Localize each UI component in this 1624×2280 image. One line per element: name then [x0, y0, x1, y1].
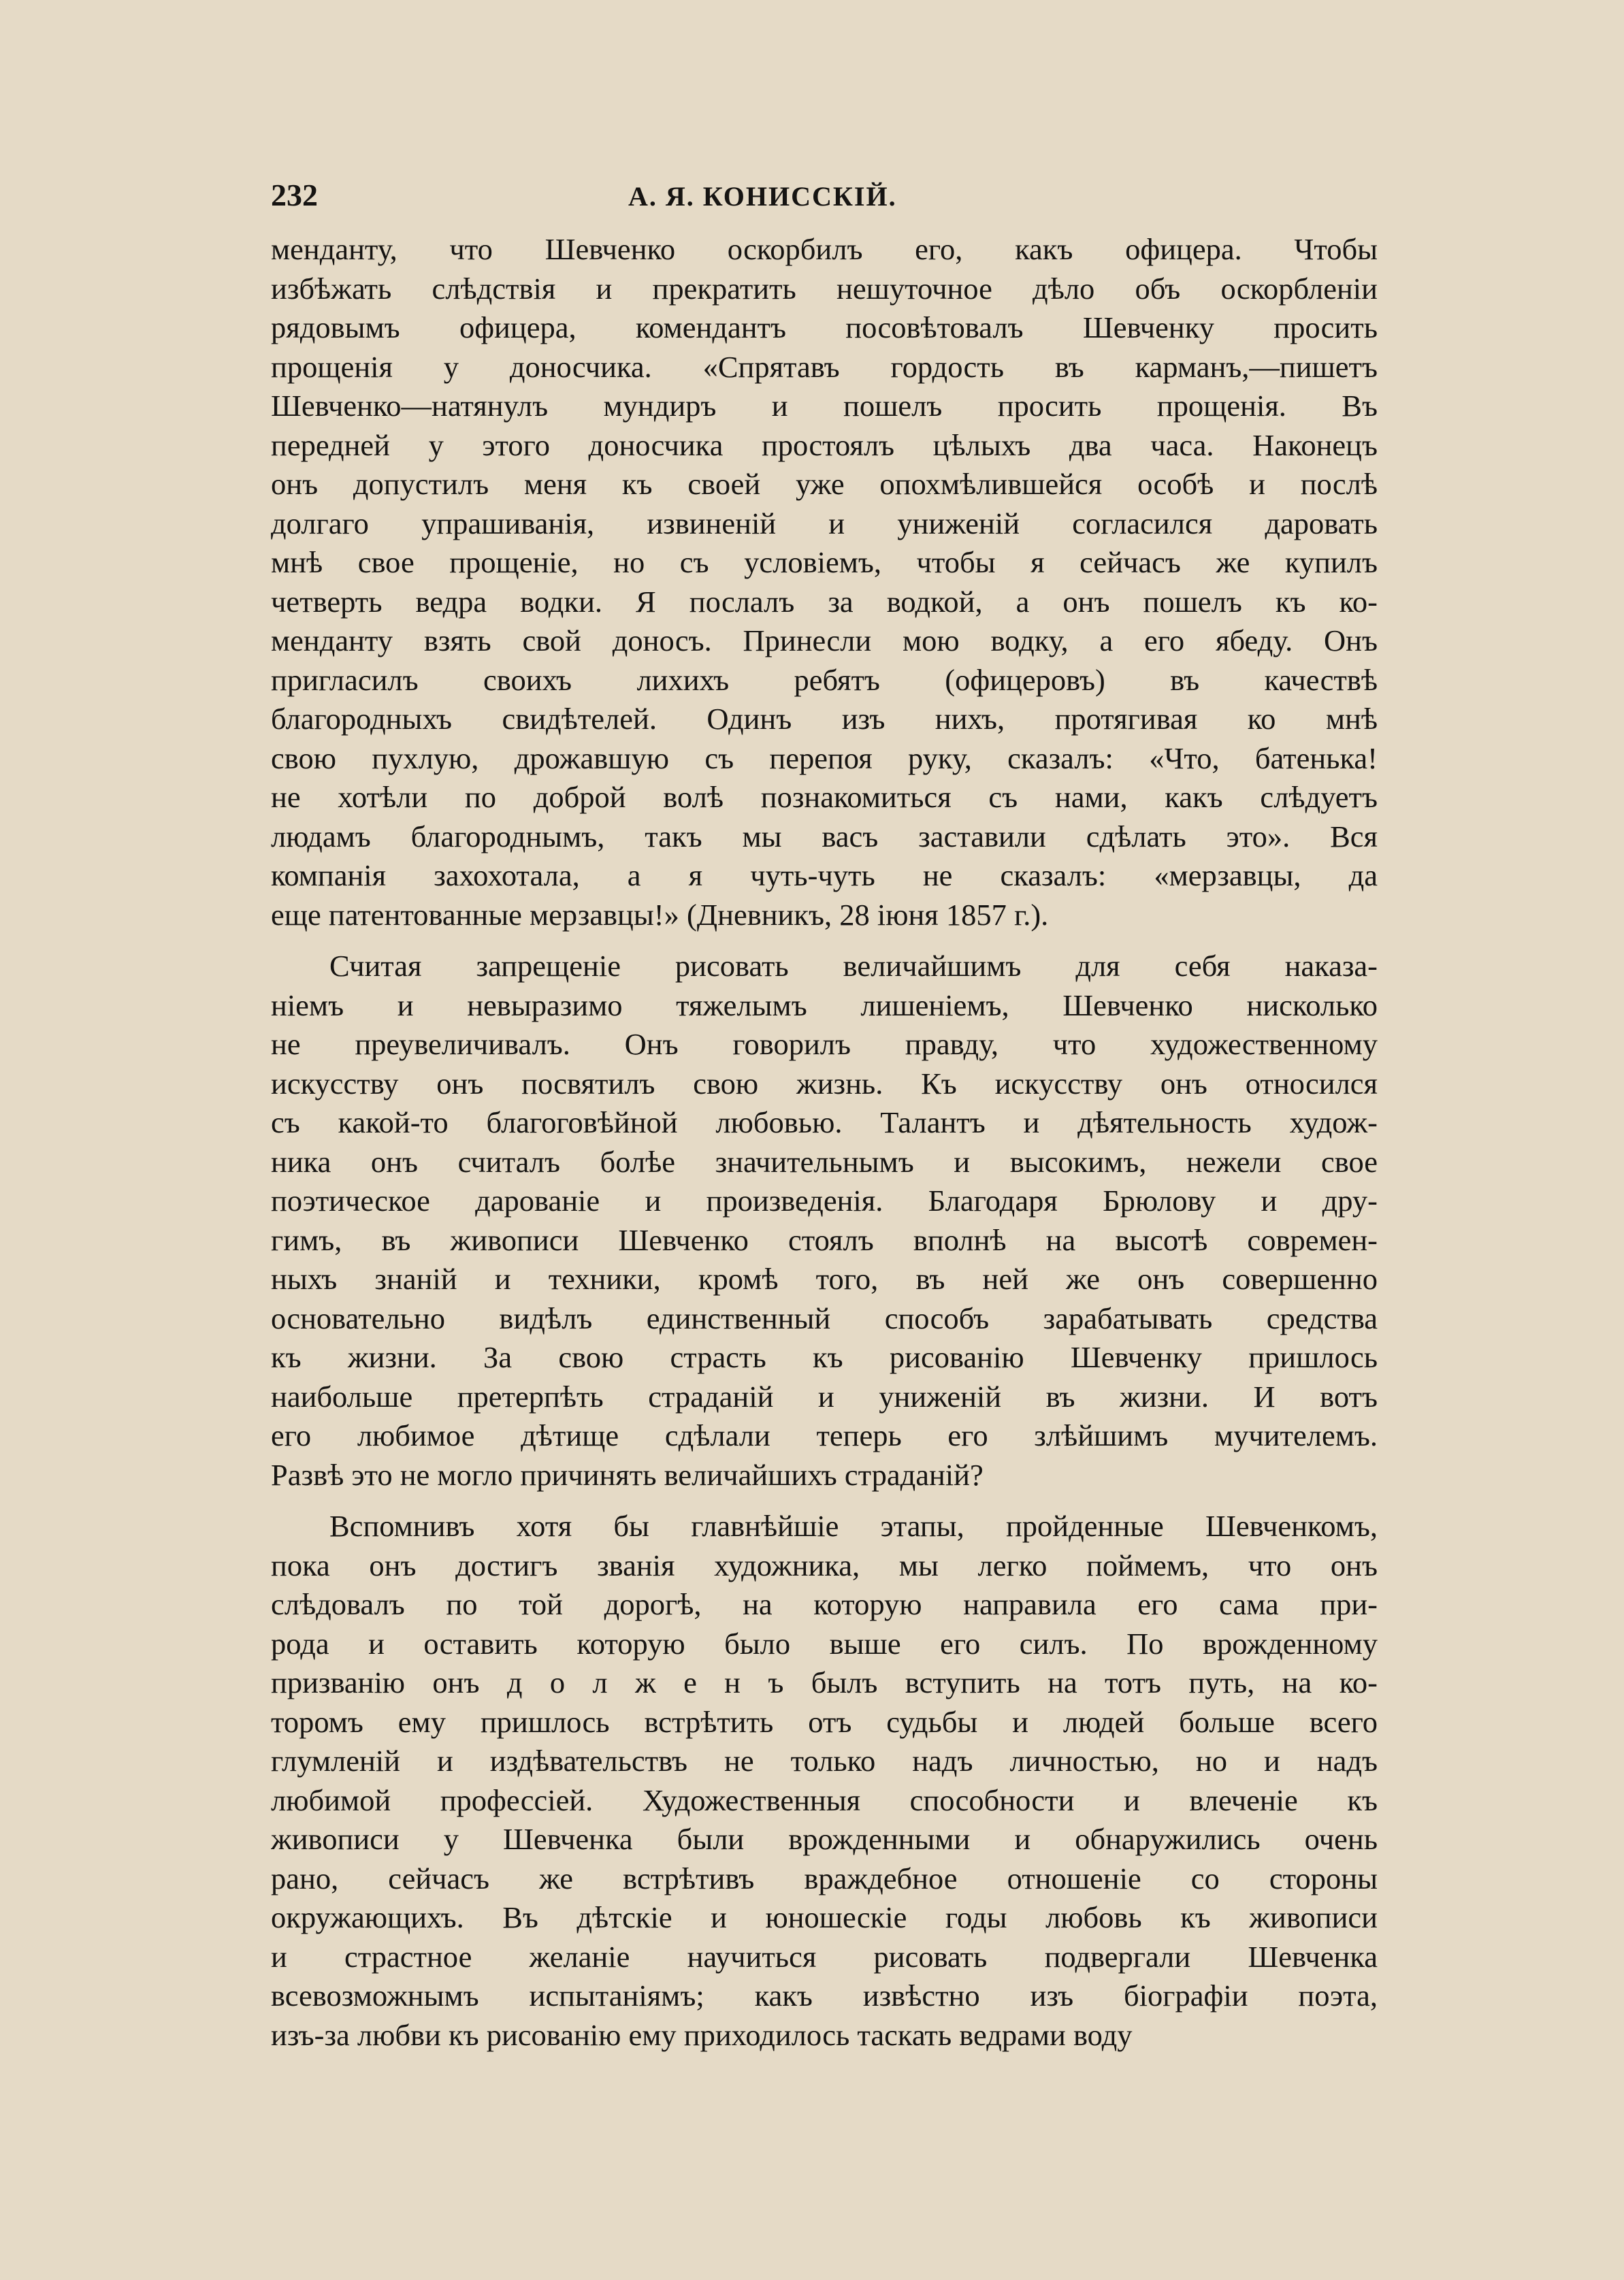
- text-line: поэтическое дарованіе и произведенія. Благодаря Брюлову и дру-: [271, 1184, 1378, 1218]
- text-line: рядовымъ офицера, комендантъ посовѣтовалъ Шевченку просить: [271, 310, 1378, 344]
- text-line: къ жизни. За свою страсть къ рисованію Шевченку пришлось: [271, 1340, 1378, 1374]
- paragraph-gap: [271, 1495, 1378, 1507]
- paragraph: [271, 947, 1378, 1495]
- text-line: мнѣ свое прощеніе, но съ условіемъ, чтобы я сейчасъ же купилъ: [271, 545, 1378, 579]
- text-line: людамъ благороднымъ, такъ мы васъ заставили сдѣлать это». Вся: [271, 819, 1378, 853]
- text-line: прощенія у доносчика. «Спрятавъ гордость въ карманъ,—пишетъ: [271, 349, 1378, 384]
- text-line: рода и оставить которую было выше его силъ. По врожденному: [271, 1626, 1378, 1661]
- text-line: основательно видѣлъ единственный способъ зарабатывать средства: [271, 1301, 1378, 1335]
- text-line: Развѣ это не могло причинять величайшихъ страданій?: [271, 1457, 984, 1492]
- text-line: его любимое дѣтище сдѣлали теперь его злѣйшимъ мучителемъ.: [271, 1418, 1378, 1452]
- paragraph-gap: [271, 934, 1378, 947]
- text-line: окружающихъ. Въ дѣтскіе и юношескіе годы любовь къ живописи: [271, 1900, 1378, 1934]
- text-line: призванію онъ д о л ж е н ъ былъ вступить на тотъ путь, на ко-: [271, 1665, 1378, 1699]
- paragraph: [271, 230, 1378, 934]
- text-line: рано, сейчасъ же встрѣтивъ враждебное отношеніе со стороны: [271, 1861, 1378, 1895]
- text-line: ника онъ считалъ болѣе значительнымъ и высокимъ, нежели свое: [271, 1144, 1378, 1179]
- text-line: благородныхъ свидѣтелей. Одинъ изъ нихъ, протягивая ко мнѣ: [271, 702, 1378, 736]
- text-line: избѣжать слѣдствія и прекратить нешуточное дѣло объ оскорбленіи: [271, 271, 1378, 306]
- text-line: и страстное желаніе научиться рисовать подвергали Шевченка: [271, 1939, 1378, 1974]
- text-line: Шевченко—натянулъ мундиръ и пошелъ просить прощенія. Въ: [271, 389, 1378, 423]
- text-line: изъ-за любви къ рисованію ему приходилось таскать ведрами воду: [271, 2017, 1133, 2052]
- text-line: живописи у Шевченка были врожденными и обнаружились очень: [271, 1822, 1378, 1856]
- running-title: А. Я. КОНИССКІЙ.: [628, 181, 897, 212]
- text-line: искусству онъ посвятилъ свою жизнь. Къ искусству онъ относился: [271, 1066, 1378, 1101]
- text-line: долгаго упрашиванія, извиненій и униженій согласился даровать: [271, 506, 1378, 540]
- text-line: пока онъ достигъ званія художника, мы легко поймемъ, что онъ: [271, 1548, 1378, 1582]
- book-page: [271, 177, 1378, 2055]
- text-line: менданту взять свой доносъ. Принесли мою водку, а его ябеду. Онъ: [271, 623, 1378, 657]
- text-line: любимой профессіей. Художественныя способности и влеченіе къ: [271, 1782, 1378, 1817]
- text-line: глумленій и издѣвательствъ не только надъ личностью, но и надъ: [271, 1744, 1378, 1778]
- text-line: не преувеличивалъ. Онъ говорилъ правду, что художественному: [271, 1027, 1378, 1061]
- text-line: передней у этого доносчика простоялъ цѣлыхъ два часа. Наконецъ: [271, 427, 1378, 462]
- text-line: ныхъ знаній и техники, кромѣ того, въ ней же онъ совершенно: [271, 1262, 1378, 1296]
- text-line: еще патентованные мерзавцы!» (Дневникъ, 28 іюня 1857 г.).: [271, 897, 1049, 932]
- text-line: гимъ, въ живописи Шевченко стоялъ вполнѣ на высотѣ современ-: [271, 1222, 1378, 1257]
- page-body: [271, 230, 1378, 2055]
- text-line: торомъ ему пришлось встрѣтить отъ судьбы и людей больше всего: [271, 1704, 1378, 1739]
- text-line: Считая запрещеніе рисовать величайшимъ для себя наказа-: [329, 949, 1378, 983]
- text-line: свою пухлую, дрожавшую съ перепоя руку, сказалъ: «Что, батенька!: [271, 740, 1378, 775]
- page-number: 232: [271, 178, 318, 212]
- text-line: пригласилъ своихъ лихихъ ребятъ (офицеровъ) въ качествѣ: [271, 662, 1378, 697]
- text-line: четверть ведра водки. Я послалъ за водкой, а онъ пошелъ къ ко-: [271, 584, 1378, 619]
- text-line: всевозможнымъ испытаніямъ; какъ извѣстно изъ біографіи поэта,: [271, 1978, 1378, 2013]
- text-line: менданту, что Шевченко оскорбилъ его, какъ офицера. Чтобы: [271, 232, 1378, 266]
- paragraph: [271, 1507, 1378, 2055]
- text-line: Вспомнивъ хотя бы главнѣйшіе этапы, пройденные Шевченкомъ,: [329, 1509, 1378, 1543]
- text-line: не хотѣли по доброй волѣ познакомиться съ нами, какъ слѣдуетъ: [271, 780, 1378, 814]
- text-line: слѣдовалъ по той дорогѣ, на которую направила его сама при-: [271, 1587, 1378, 1621]
- text-line: онъ допустилъ меня къ своей уже опохмѣлившейся особѣ и послѣ: [271, 467, 1378, 501]
- text-line: наибольше претерпѣть страданій и униженій въ жизни. И вотъ: [271, 1379, 1378, 1414]
- text-line: компанія захохотала, а я чуть-чуть не сказалъ: «мерзавцы, да: [271, 858, 1378, 892]
- text-line: ніемъ и невыразимо тяжелымъ лишеніемъ, Шевченко нисколько: [271, 988, 1378, 1022]
- text-line: съ какой-то благоговѣйной любовью. Талантъ и дѣятельность худож-: [271, 1105, 1378, 1139]
- page-header: [271, 177, 1378, 218]
